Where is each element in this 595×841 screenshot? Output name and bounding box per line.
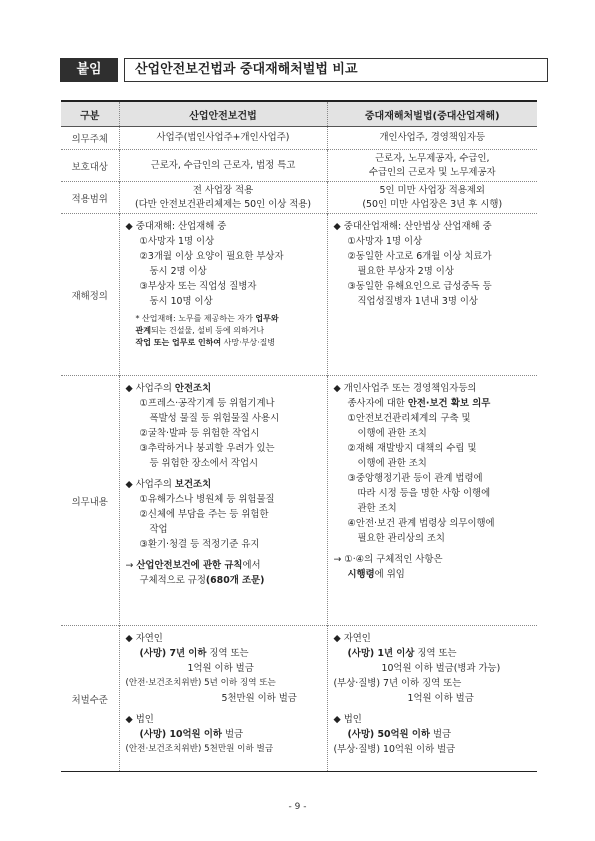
cell-serious-accident: 5인 미만 사업장 적용제외 (50인 미만 사업장은 3년 후 시행) bbox=[327, 182, 537, 214]
cell-safety-health: 사업주(법인사업주+개인사업주) bbox=[119, 127, 327, 150]
cell-safety-health: ◆ 중대재해: 산업재해 중 ①사망자 1명 이상 ②3개월 이상 요양이 필요한 부상자 동시 2명 이상 ③부상자 또는 직업성 질병자 동시 10명 이상 * 산업재해: 노무를 제공하는 자가 업무와 관계되는 건설물, 설비 등에 의하거나 작업 또는 업무로 인하여 사망·부상·질병 bbox=[119, 214, 327, 376]
table-row-penalty bbox=[61, 626, 537, 772]
row-label: 보호대상 bbox=[61, 150, 119, 182]
document-title: 산업안전보건법과 중대재해처벌법 비교 bbox=[124, 58, 548, 82]
header-serious-accident-act: 중대재해처벌법(중대산업재해) bbox=[327, 101, 537, 127]
row-label: 재해정의 bbox=[61, 214, 119, 376]
cell-serious-accident: 개인사업주, 경영책임자등 bbox=[327, 127, 537, 150]
cell-safety-health: 전 사업장 적용 (다만 안전보건관리체제는 50인 이상 적용) bbox=[119, 182, 327, 214]
table-row-obligations bbox=[61, 376, 537, 626]
row-label: 의무내용 bbox=[61, 376, 119, 626]
table-header-row bbox=[61, 101, 537, 127]
cell-serious-accident: ◆ 중대산업재해: 산안법상 산업재해 중 ①사망자 1명 이상 ②동일한 사고로 6개월 이상 치료가 필요한 부상자 2명 이상 ③동일한 유해요인으로 급성중독 등 직업성질병자 1년내 3명 이상 bbox=[327, 214, 537, 376]
table-row-scope bbox=[61, 182, 537, 214]
attachment-badge: 붙임 bbox=[60, 58, 118, 82]
header-safety-health-act: 산업안전보건법 bbox=[119, 101, 327, 127]
cell-safety-health: 근로자, 수급인의 근로자, 법정 특고 bbox=[119, 150, 327, 182]
industrial-accident-note: * 산업재해: 노무를 제공하는 자가 업무와 관계되는 건설물, 설비 등에 의하거나 작업 또는 업무로 인하여 사망·부상·질병 bbox=[135, 314, 279, 347]
row-label: 적용범위 bbox=[61, 182, 119, 214]
comparison-table bbox=[61, 100, 537, 772]
row-label: 의무주체 bbox=[61, 127, 119, 150]
header-category: 구분 bbox=[61, 101, 119, 127]
cell-serious-accident: 근로자, 노무제공자, 수급인, 수급인의 근로자 및 노무제공자 bbox=[327, 150, 537, 182]
cell-safety-health: ◆ 사업주의 안전조치 ①프레스·공작기계 등 위험기계나 폭발성 물질 등 위험물질 사용시 ②굴착·발파 등 위험한 작업시 ③추락하거나 붕괴할 우려가 있는 등 위험한 장소에서 작업시 ◆ 사업주의 보건조치 ①유해가스나 병원체 등 위험물질 ②신체에 부담을 주는 등 위험한 작업 ③환기·청결 등 적정기준 유지 → 산업안전보건에 관한 규칙에서 구체적으로 규정(680개 조문) bbox=[119, 376, 327, 626]
row-label: 처벌수준 bbox=[61, 626, 119, 772]
table-row-protected bbox=[61, 150, 537, 182]
document-header bbox=[60, 58, 538, 82]
cell-safety-health: ◆ 자연인 (사망) 7년 이하 징역 또는 1억원 이하 벌금 (안전·보건조치위반) 5년 이하 징역 또는 5천만원 이하 벌금 ◆ 법인 (사망) 10억원 이하 벌금 (안전·보건조치위반) 5천만원 이하 벌금 bbox=[119, 626, 327, 772]
table-row-definition bbox=[61, 214, 537, 376]
cell-serious-accident: ◆ 개인사업주 또는 경영책임자등의 종사자에 대한 안전·보건 확보 의무 ①안전보건관리체계의 구축 및 이행에 관한 조치 ②재해 재발방지 대책의 수립 및 이행에 관한 조치 ③중앙행정기관 등이 관계 법령에 따라 시정 등을 명한 사항 이행에 관한 조치 ④안전·보건 관계 법령상 의무이행에 필요한 관리상의 조치 → ①·④의 구체적인 사항은 시행령에 위임 bbox=[327, 376, 537, 626]
page-number: - 9 - bbox=[288, 802, 307, 812]
cell-serious-accident: ◆ 자연인 (사망) 1년 이상 징역 또는 10억원 이하 벌금(병과 가능) (부상·질병) 7년 이하 징역 또는 1억원 이하 벌금 ◆ 법인 (사망) 50억원 이하 벌금 (부상·질병) 10억원 이하 벌금 bbox=[327, 626, 537, 772]
table-row-duty-subject bbox=[61, 127, 537, 150]
